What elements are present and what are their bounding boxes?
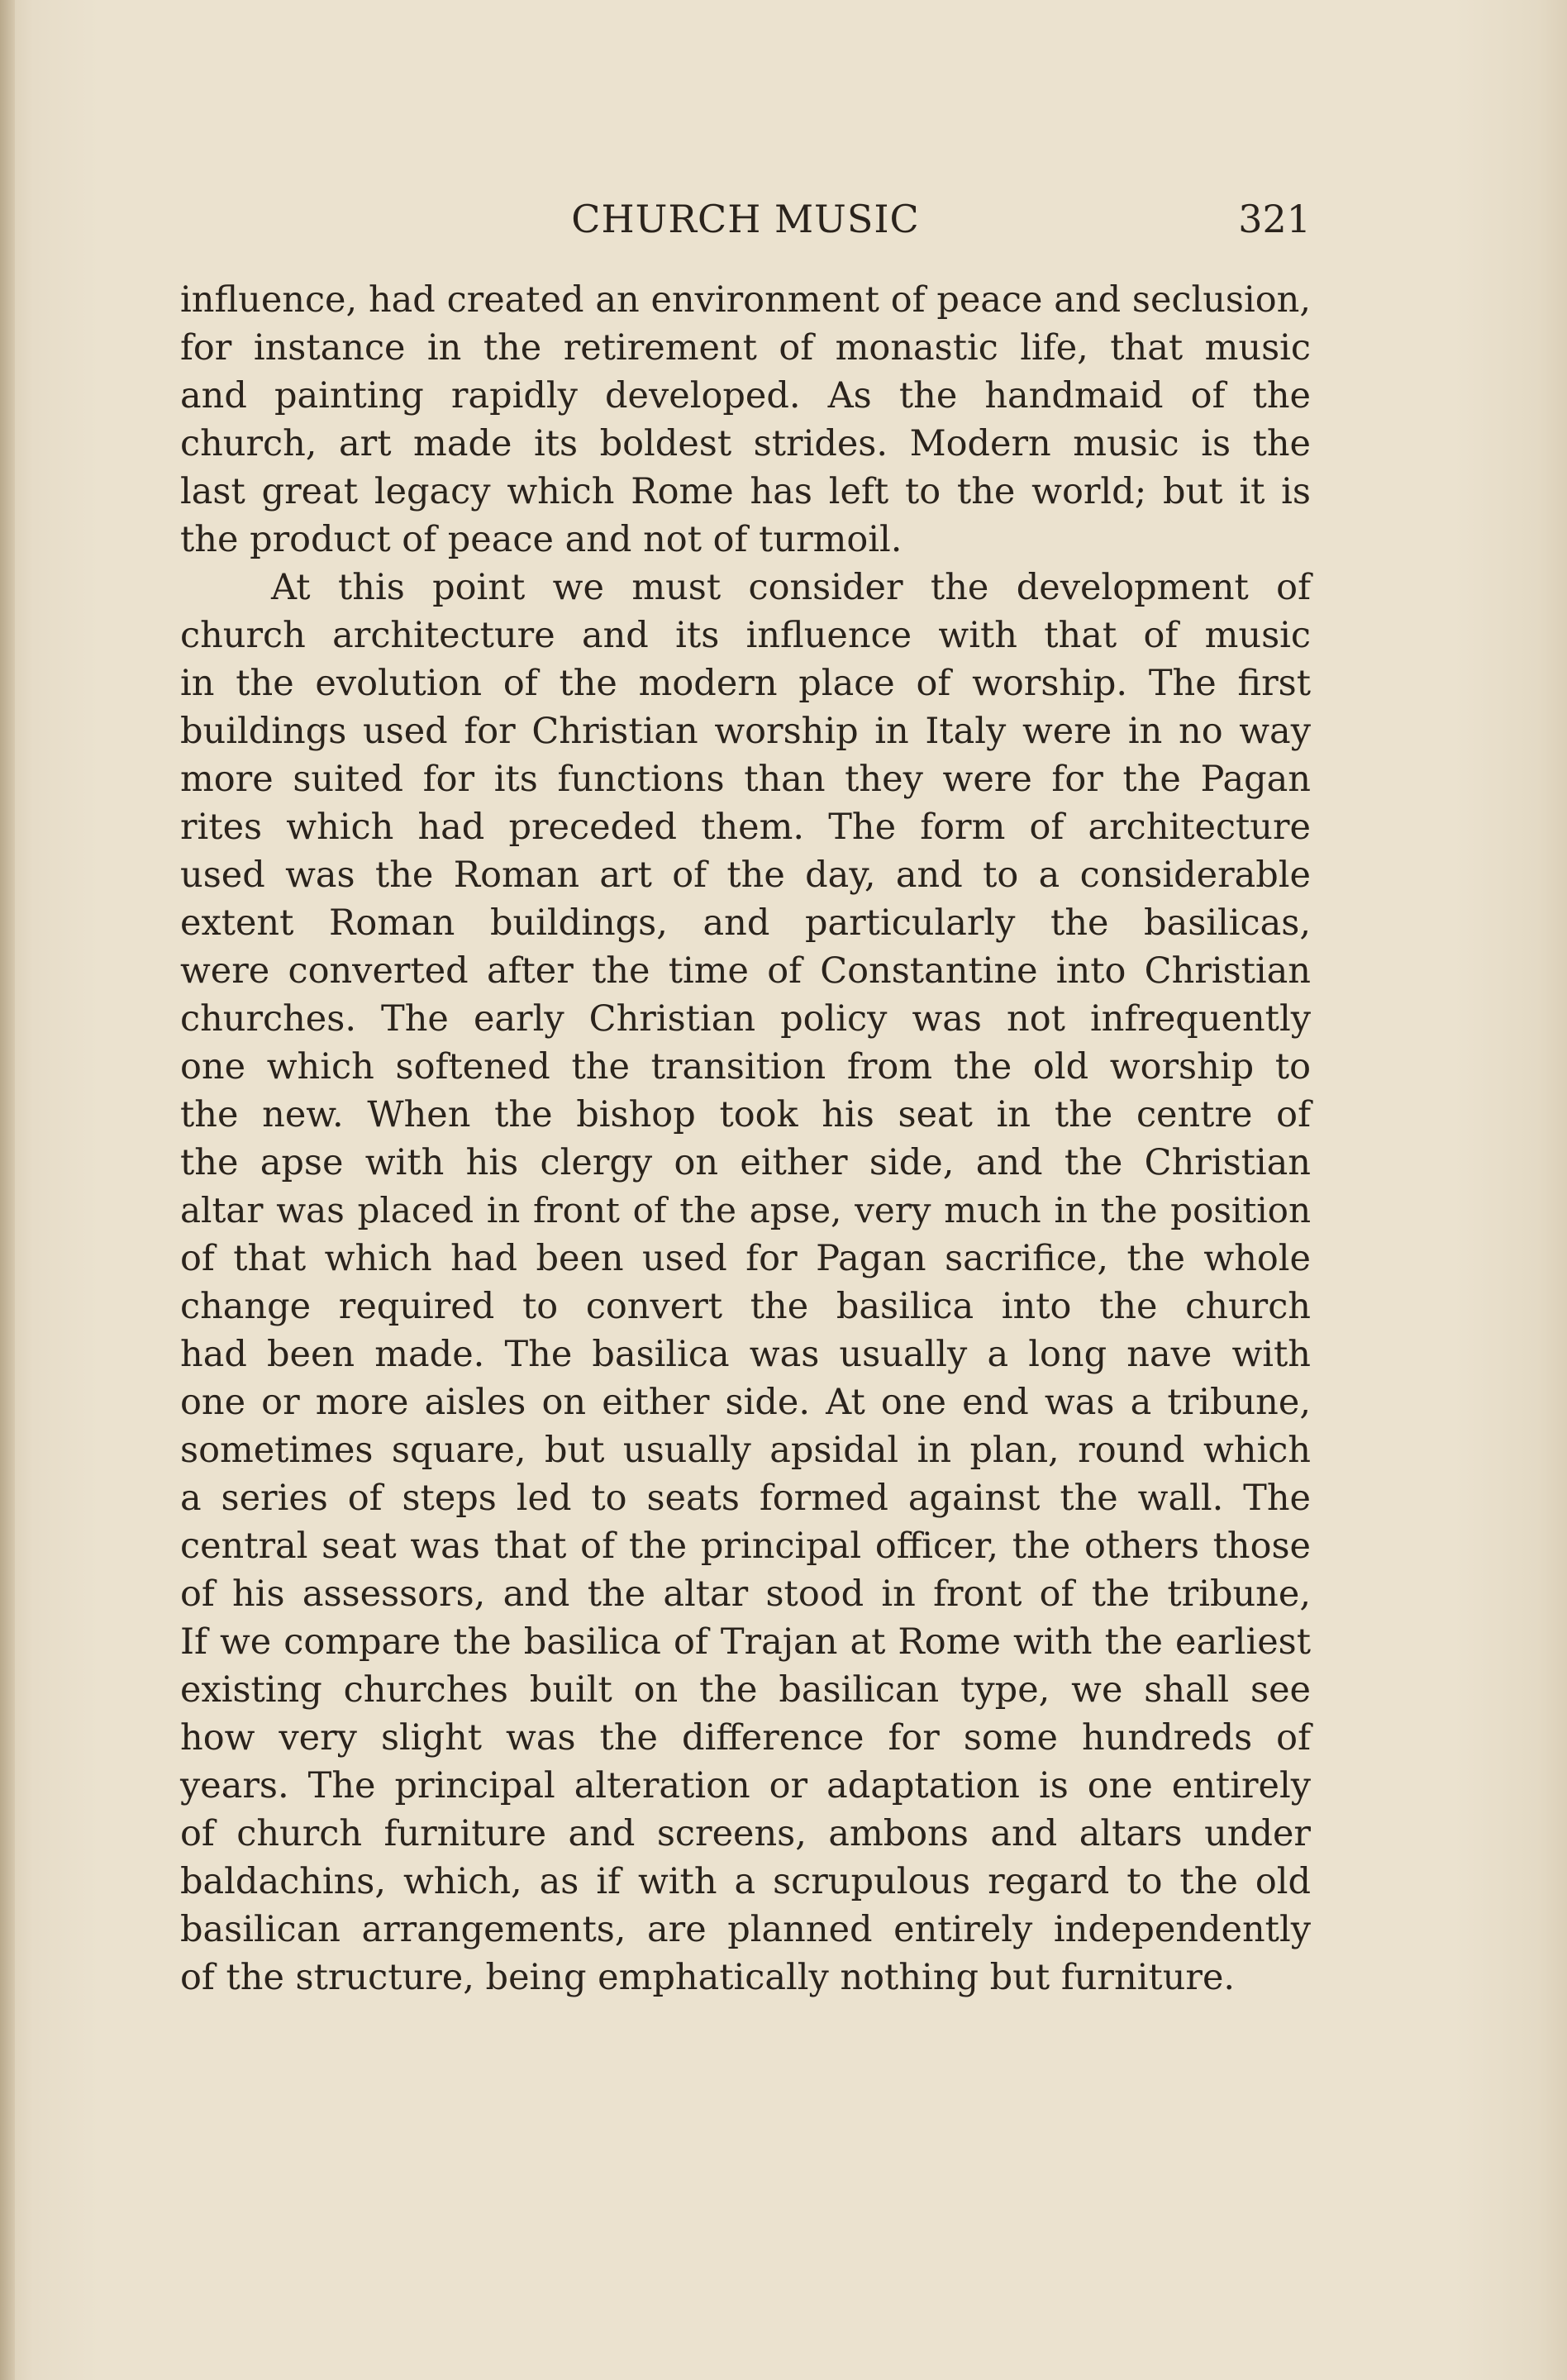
text-line: buildings used for Christian worship in Italy were in no way bbox=[180, 711, 1311, 752]
page-number: 321 bbox=[1238, 197, 1311, 241]
text-line: church architecture and its influence with that of music bbox=[180, 615, 1311, 656]
text-line: the apse with his clergy on either side, and the Christian bbox=[180, 1142, 1311, 1183]
text-line: altar was placed in front of the apse, very much in the position bbox=[180, 1190, 1311, 1230]
text-line: last great legacy which Rome has left to the world; but it is bbox=[180, 471, 1311, 512]
text-line: central seat was that of the principal officer, the others those bbox=[180, 1526, 1311, 1567]
text-line: churches. The early Christian policy was not infrequently bbox=[180, 998, 1311, 1040]
text-line: extent Roman buildings, and particularly the basilicas, bbox=[180, 902, 1311, 944]
text-line: one or more aisles on either side. At one end was a tribune, bbox=[180, 1382, 1311, 1423]
text-line: in the evolution of the modern place of worship. The first bbox=[180, 663, 1311, 704]
text-line: If we compare the basilica of Trajan at Rome with the earliest bbox=[180, 1621, 1311, 1663]
text-line: more suited for its functions than they were for the Pagan bbox=[180, 759, 1311, 800]
text-line: At this point we must consider the development of bbox=[271, 567, 1311, 608]
text-line: change required to convert the basilica into the church bbox=[180, 1286, 1311, 1327]
text-line: sometimes square, but usually apsidal in plan, round which bbox=[180, 1430, 1311, 1471]
text-line: the product of peace and not of turmoil. bbox=[180, 519, 903, 560]
page-header bbox=[180, 197, 1311, 255]
text-line: years. The principal alteration or adaptation is one entirely bbox=[180, 1765, 1311, 1806]
paragraph bbox=[180, 564, 1311, 2002]
text-line: how very slight was the difference for some hundreds of bbox=[180, 1717, 1311, 1759]
text-line: baldachins, which, as if with a scrupulous regard to the old bbox=[180, 1861, 1311, 1902]
running-title: CHURCH MUSIC bbox=[571, 197, 920, 241]
text-line: church, art made its boldest strides. Modern music is the bbox=[180, 423, 1311, 464]
spine-shadow bbox=[0, 0, 15, 2380]
text-line: a series of steps led to seats formed against the wall. The bbox=[180, 1478, 1311, 1519]
text-line: for instance in the retirement of monastic life, that music bbox=[180, 327, 1311, 369]
text-line: of that which had been used for Pagan sacrifice, the whole bbox=[180, 1238, 1311, 1279]
text-line: were converted after the time of Constantine into Christian bbox=[180, 950, 1311, 992]
text-line: of church furniture and screens, ambons and altars under bbox=[180, 1813, 1311, 1854]
text-line: existing churches built on the basilican type, we shall see bbox=[180, 1669, 1311, 1711]
text-line: rites which had preceded them. The form of architecture bbox=[180, 807, 1311, 848]
text-line: influence, had created an environment of peace and seclusion, bbox=[180, 279, 1311, 321]
text-line: of his assessors, and the altar stood in front of the tribune, bbox=[180, 1573, 1311, 1615]
text-line: the new. When the bishop took his seat in the centre of bbox=[180, 1094, 1311, 1135]
text-line: had been made. The basilica was usually a long nave with bbox=[180, 1334, 1311, 1375]
paragraph bbox=[180, 276, 1311, 564]
text-line: basilican arrangements, are planned entirely independently bbox=[180, 1909, 1311, 1950]
text-line: one which softened the transition from the old worship to bbox=[180, 1046, 1311, 1088]
text-line: used was the Roman art of the day, and to a considerable bbox=[180, 854, 1311, 896]
text-line: of the structure, being emphatically nothing but furniture. bbox=[180, 1957, 1236, 1998]
body-text bbox=[180, 276, 1311, 2002]
text-line: and painting rapidly developed. As the handmaid of the bbox=[180, 375, 1311, 416]
